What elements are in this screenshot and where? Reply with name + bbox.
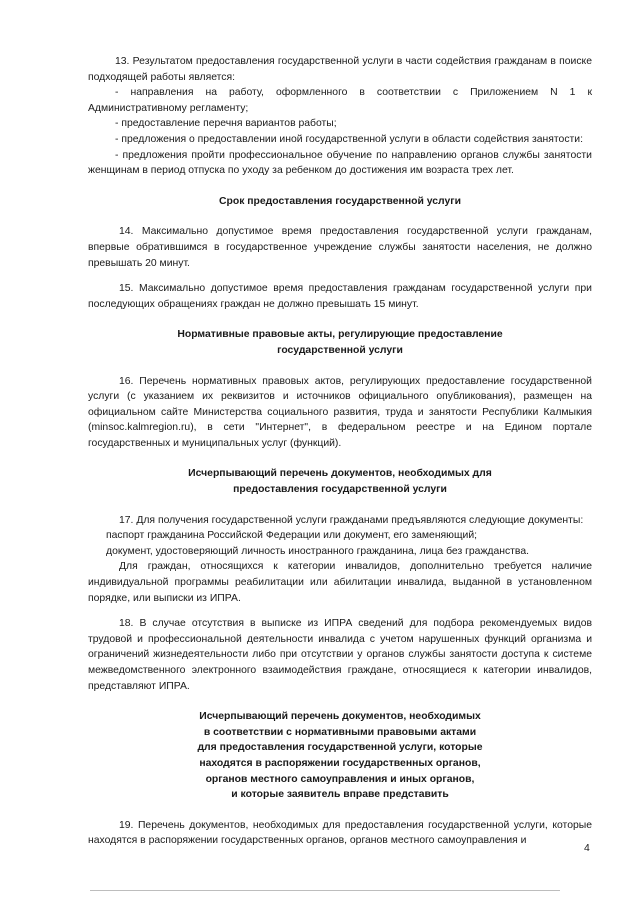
heading-line: в соответствии с нормативными правовыми актами [203, 726, 477, 738]
document-page [88, 54, 592, 849]
heading-line: для предоставления государственной услуги, которые [197, 742, 483, 754]
page-number: 4 [584, 843, 590, 854]
paragraph-18: 18. В случае отсутствия в выписке из ИПРА сведений для подбора рекомендуемых видов трудовой и профессиональной деятельности инвалида с учетом нарушенных функций организма и ограничений жизнедеятельности либо при отсутствии у органов службы занятости доступа к системе межведомственного электронного взаимодействия граждане, относящиеся к категории инвалидов, представляют ИПРА. [88, 618, 592, 692]
bottom-divider [90, 890, 560, 891]
section-heading-term: Срок предоставления государственной услуги [219, 195, 461, 207]
section-heading-docs-other-bodies [88, 709, 592, 803]
heading-line: и которые заявитель вправе представить [231, 789, 449, 801]
paragraph-13-item: - предоставление перечня вариантов работы; [115, 118, 337, 130]
paragraph-15: 15. Максимально допустимое время предоставления гражданам государственной услуги при последующих обращениях граждан не должно превышать 15 минут. [88, 283, 592, 310]
paragraph-16: 16. Перечень нормативных правовых актов, регулирующих предоставление государственной услуги (с указанием их реквизитов и источников официального опубликования), размещен на официальном сайте Министерства социального развития, труда и занятости Республики Калмыкия (minsoc.kalmregion.ru), в сети "Интернет", в федеральном реестре и на Едином портале государственных и муниципальных услуг (функций). [88, 375, 592, 449]
heading-line: органов местного самоуправления и иных органов, [205, 773, 475, 785]
paragraph-14: 14. Максимально допустимое время предоставления государственной услуги гражданам, впервые обратившимся в государственное учреждение службы занятости населения, не должно превышать 20 минут. [88, 226, 592, 269]
paragraph-13-item: - предложения о предоставлении иной государственной услуги в области содействия занятости: [115, 133, 583, 145]
section-heading-docs: Исчерпывающий перечень документов, необходимых для предоставления государственной услуги [188, 468, 492, 496]
heading-line: находятся в распоряжении государственных органов, [199, 757, 481, 769]
paragraph-13-intro: 13. Результатом предоставления государственной услуги в части содействия гражданам в поиске подходящей работы является: [88, 56, 592, 83]
paragraph-13-item: - предложения пройти профессиональное обучение по направлению органов службы занятости женщинам в период отпуска по уходу за ребенком до достижения им возраста трех лет. [88, 149, 592, 177]
paragraph-13-item: - направления на работу, оформленного в соответствии с Приложением N 1 к Административному регламенту; [88, 87, 592, 114]
paragraph-19: 19. Перечень документов, необходимых для предоставления государственной услуги, которые находятся в распоряжении государственных органов, органов местного самоуправления и [88, 819, 592, 847]
paragraph-17-item: паспорт гражданина Российской Федерации или документ, его заменяющий; [106, 530, 478, 542]
paragraph-17-item: документ, удостоверяющий личность иностранного гражданина, лица без гражданства. [106, 545, 530, 557]
section-heading-acts: Нормативные правовые акты, регулирующие предоставление государственной услуги [177, 329, 503, 356]
paragraph-17-intro: 17. Для получения государственной услуги гражданами предъявляются следующие документы: [119, 514, 584, 526]
heading-line: Исчерпывающий перечень документов, необходимых [199, 711, 481, 723]
paragraph-17-extra: Для граждан, относящихся к категории инвалидов, дополнительно требуется наличие индивидуальной программы реабилитации или абилитации инвалида, выданной в установленном порядке, или выписки из ИПРА. [88, 561, 592, 604]
